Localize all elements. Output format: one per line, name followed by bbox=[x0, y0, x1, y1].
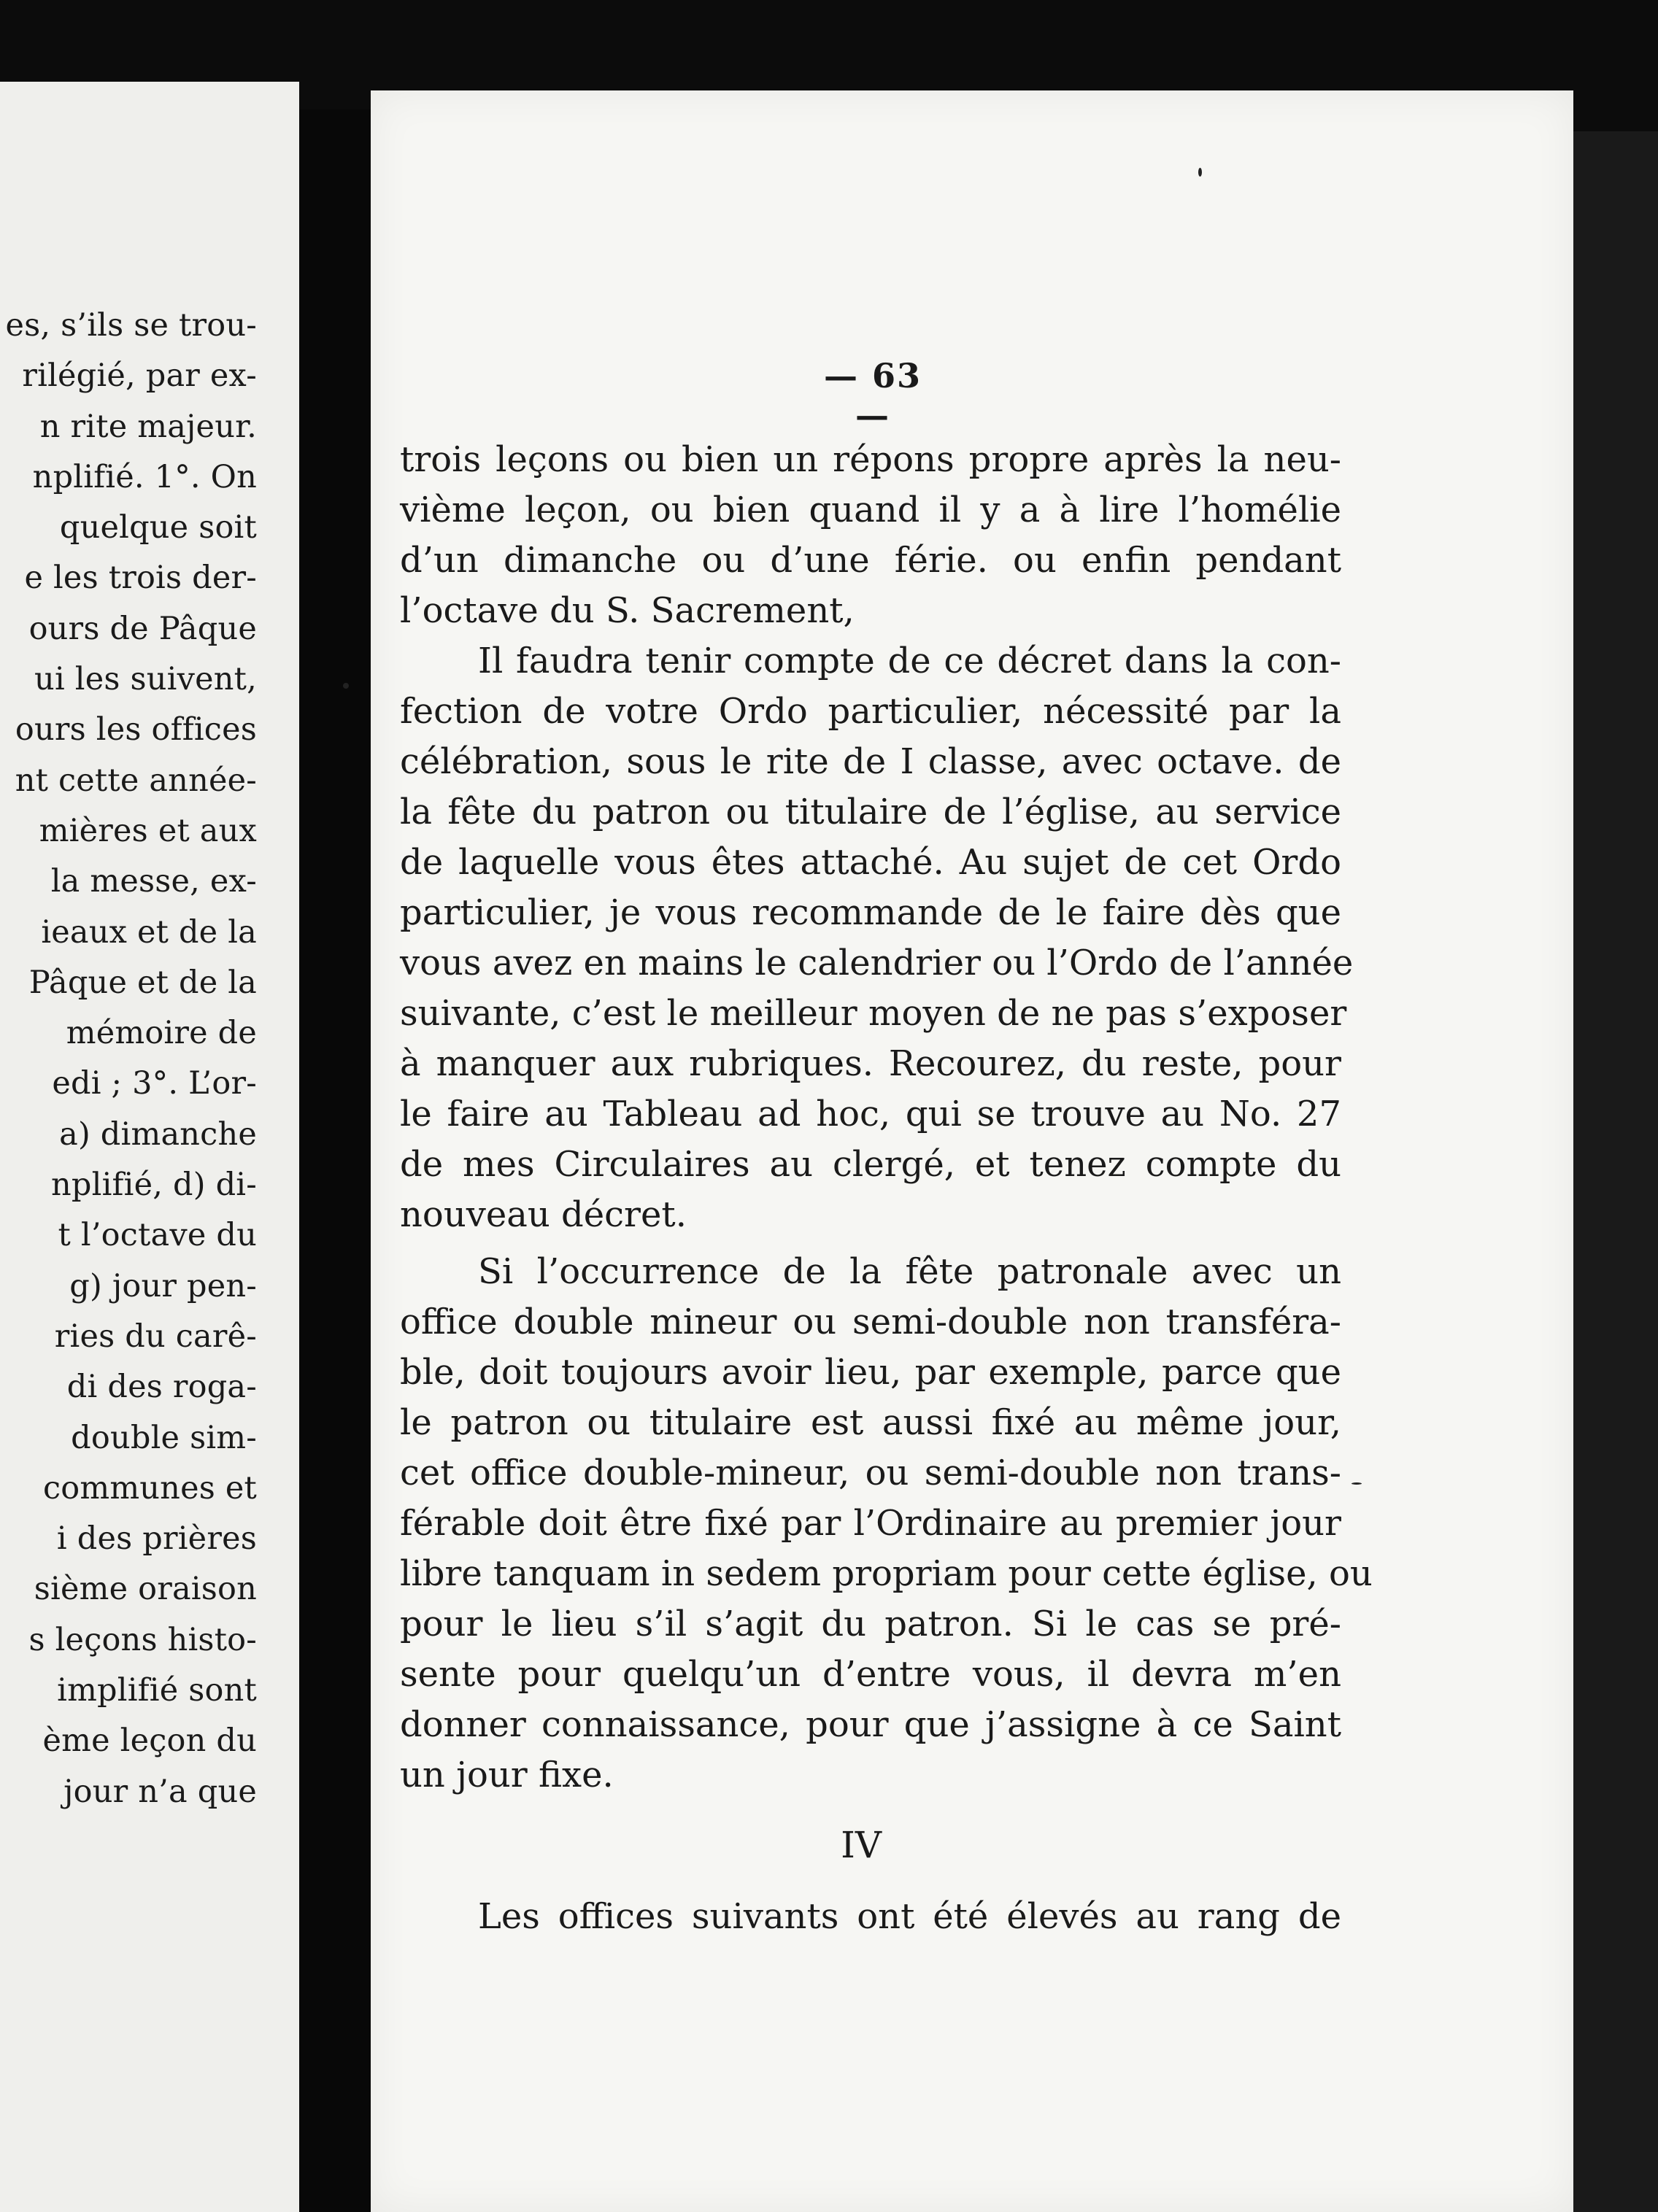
left-line: mières et aux bbox=[39, 812, 257, 849]
page-edge-shadow bbox=[1573, 131, 1658, 2212]
text-line: fection de votre Ordo particulier, nécessité par la bbox=[400, 691, 1341, 732]
left-line: i des prières bbox=[56, 1520, 257, 1558]
left-line: sième oraison bbox=[34, 1571, 257, 1608]
left-line: la messe, ex- bbox=[50, 863, 257, 900]
left-line: t l’octave du bbox=[58, 1217, 257, 1254]
text-line: trois leçons ou bien un répons propre après la neu- bbox=[400, 439, 1341, 480]
text-line: le faire au Tableau ad hoc, qui se trouve au No. 27 bbox=[400, 1094, 1341, 1134]
text-line: Si l’occurrence de la fête patronale avec un bbox=[478, 1251, 1341, 1292]
text-line: pour le lieu s’il s’agit du patron. Si le cas se pré- bbox=[400, 1604, 1341, 1644]
text-line: de laquelle vous êtes attaché. Au sujet de cet Ordo bbox=[400, 842, 1341, 883]
left-line: double sim- bbox=[71, 1419, 257, 1456]
text-line: suivante, c’est le meilleur moyen de ne pas s’exposer bbox=[400, 993, 1347, 1034]
left-page-text bbox=[0, 301, 257, 1817]
left-line: es, s’ils se trou- bbox=[5, 307, 257, 344]
text-line: le patron ou titulaire est aussi fixé au même jour, bbox=[400, 1402, 1341, 1443]
text-line: ble, doit toujours avoir lieu, par exemple, parce que bbox=[400, 1352, 1341, 1393]
left-line: nplifié. 1°. On bbox=[32, 458, 257, 495]
left-line: mémoire de bbox=[66, 1015, 257, 1052]
text-line: d’un dimanche ou d’une férie. ou enfin pendant bbox=[400, 540, 1341, 581]
text-line: la fête du patron ou titulaire de l’église, au service bbox=[400, 792, 1341, 832]
text-line: de mes Circulaires au clergé, et tenez compte du bbox=[400, 1144, 1341, 1185]
text-line: sente pour quelqu’un d’entre vous, il devra m’en bbox=[400, 1654, 1341, 1695]
scan-speck bbox=[343, 683, 349, 689]
left-line: ours les offices bbox=[15, 711, 257, 749]
left-page-fragment bbox=[0, 82, 299, 2212]
book-spine-gutter bbox=[299, 109, 372, 2212]
text-line: un jour fixe. bbox=[400, 1755, 614, 1795]
left-line: nplifié, d) di- bbox=[51, 1167, 257, 1204]
text-line: nouveau décret. bbox=[400, 1194, 687, 1235]
text-line: Il faudra tenir compte de ce décret dans la con- bbox=[478, 641, 1341, 681]
section-heading: IV bbox=[841, 1824, 882, 1866]
text-line: férable doit être fixé par l’Ordinaire au premier jour bbox=[400, 1503, 1341, 1544]
text-line: célébration, sous le rite de I classe, avec octave. de bbox=[400, 741, 1341, 782]
page-number: — 63 — bbox=[823, 356, 922, 435]
left-line: Pâque et de la bbox=[28, 964, 257, 1001]
text-line: l’octave du S. Sacrement, bbox=[400, 590, 855, 631]
left-line: quelque soit bbox=[59, 509, 257, 546]
left-line: nt cette année- bbox=[15, 762, 257, 799]
left-line: ieaux et de la bbox=[41, 913, 257, 951]
left-line: e les trois der- bbox=[24, 560, 257, 597]
text-line: vième leçon, ou bien quand il y a à lire l’homélie bbox=[400, 490, 1341, 530]
scan-speck bbox=[1198, 168, 1202, 177]
text-line: à manquer aux rubriques. Recourez, du reste, pour bbox=[400, 1043, 1341, 1084]
left-line: s leçons histo- bbox=[28, 1621, 257, 1658]
left-line: ui les suivent, bbox=[34, 661, 257, 698]
left-line: jour n’a que bbox=[63, 1773, 257, 1810]
scan-speck bbox=[1352, 1482, 1362, 1485]
left-line: ours de Pâque bbox=[28, 610, 257, 647]
text-line: donner connaissance, pour que j’assigne à ce Saint bbox=[400, 1704, 1341, 1745]
left-line: n rite majeur. bbox=[39, 408, 257, 445]
left-line: a) dimanche bbox=[59, 1115, 257, 1153]
left-line: communes et bbox=[42, 1469, 257, 1507]
left-line: implifié sont bbox=[57, 1672, 257, 1709]
left-line: g) jour pen- bbox=[69, 1267, 257, 1304]
left-line: ries du carê- bbox=[54, 1318, 257, 1355]
text-line: cet office double-mineur, ou semi-double non trans- bbox=[400, 1453, 1341, 1493]
text-line: libre tanquam in sedem propriam pour cette église, ou bbox=[400, 1553, 1373, 1594]
left-line: rilégié, par ex- bbox=[22, 357, 257, 395]
text-line: office double mineur ou semi-double non transféra- bbox=[400, 1302, 1341, 1342]
left-line: edi ; 3°. L’or- bbox=[52, 1065, 257, 1102]
left-line: di des roga- bbox=[66, 1369, 257, 1406]
text-line: particulier, je vous recommande de le faire dès que bbox=[400, 892, 1341, 933]
text-line: Les offices suivants ont été élevés au rang de bbox=[478, 1896, 1341, 1937]
text-line: vous avez en mains le calendrier ou l’Ordo de l’année bbox=[400, 943, 1354, 983]
left-line: ème leçon du bbox=[42, 1722, 257, 1760]
